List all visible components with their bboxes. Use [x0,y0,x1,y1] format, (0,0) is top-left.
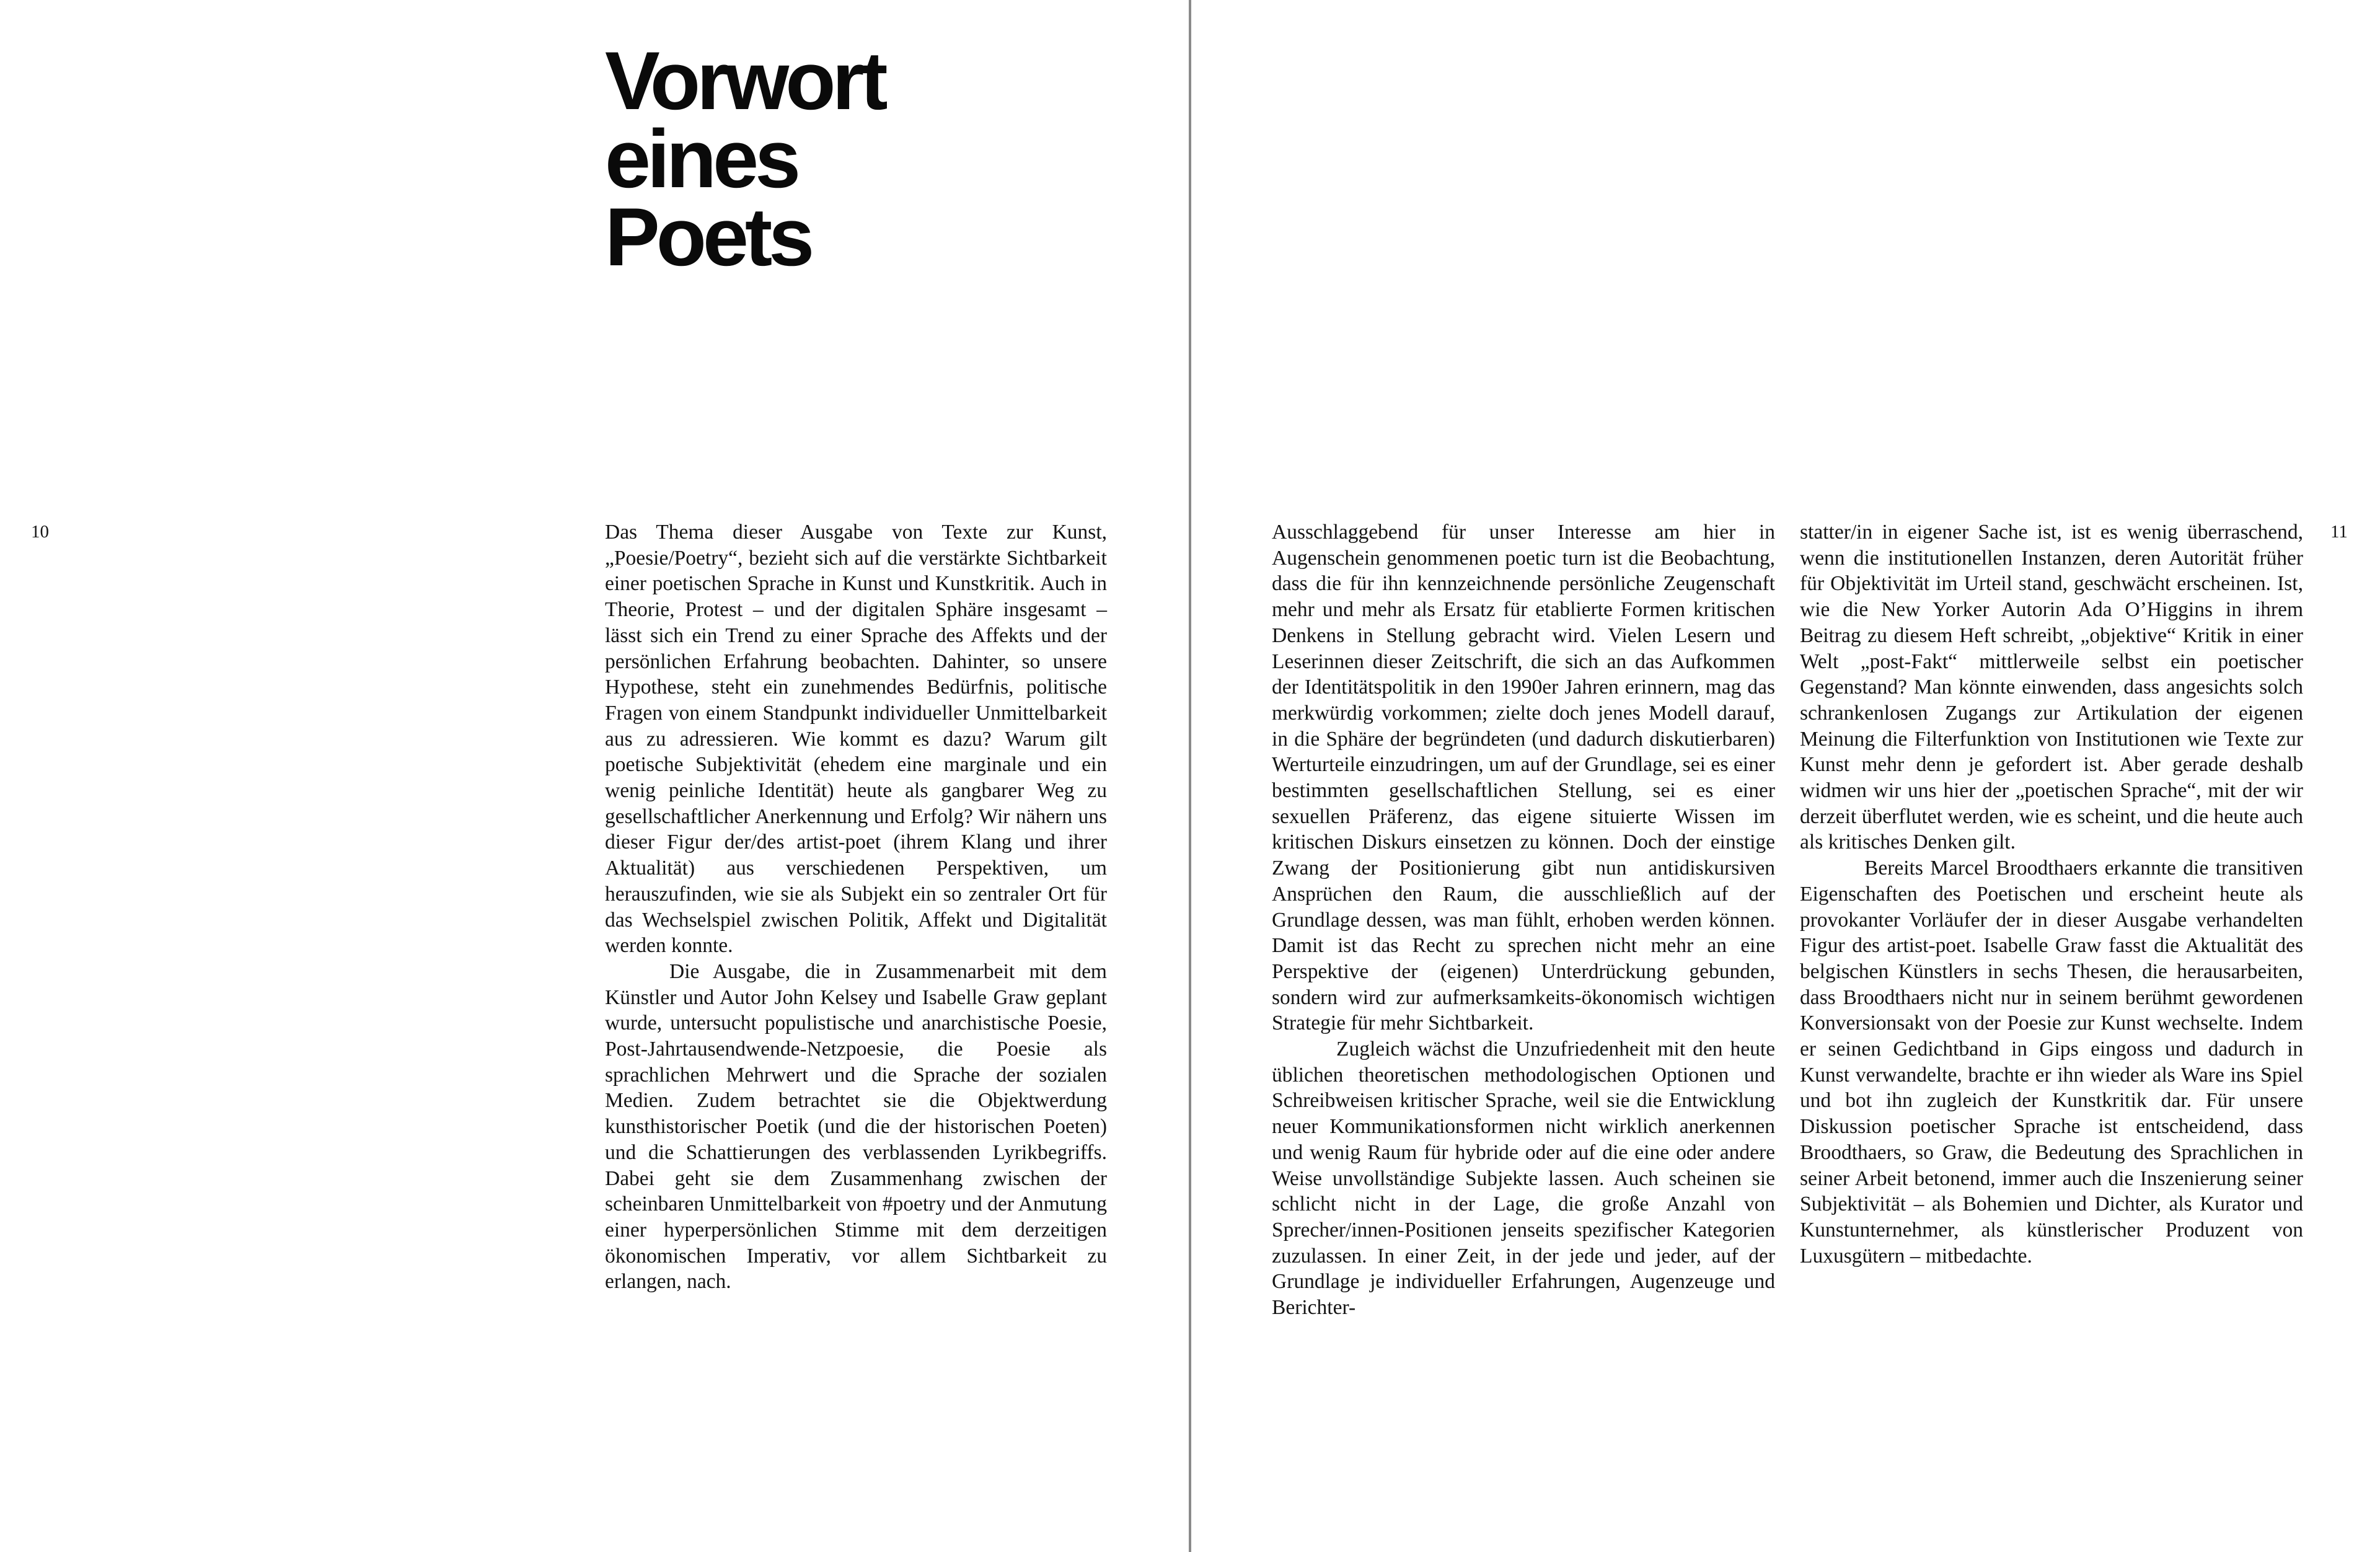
article-title-line-1: Vorwort [605,35,884,127]
article-title-line-3: Poets [605,192,811,283]
page-spread-divider [1189,0,1191,1552]
paragraph: Bereits Marcel Broodthaers erkannte die transitiven Eigenschaften des Poetischen und erscheint heute als provokanter Vorläufer der in dieser Ausgabe verhandelten Figur des artist-poet. Isabelle Graw fasst die Aktualität des belgischen Künstlers in sechs Thesen, die herausarbeiten, dass Broodthaers nicht nur in seinem berühmt gewordenen Konversionsakt von der Poesie zur Kunst wechselte. Indem er seinen Gedichtband in Gips eingoss und dadurch in Kunst verwandelte, brachte er ihn wieder als Ware ins Spiel und bot ihn zugleich der Kunstkritik dar. Für unsere Diskussion poetischer Sprache ist entscheidend, dass Broodthaers, so Graw, die Bedeutung des Sprachlichen in seiner Arbeit betonend, immer auch die Inszenierung seiner Subjektivität – als Bohemien und Dichter, als Kurator und Kunstunternehmer, als künstlerischer Produzent von Luxusgütern – mitbedachte. [1800,857,2303,1268]
page-number-right: 11 [2330,522,2348,542]
article-title-line-2: eines [605,113,798,205]
paragraph: statter/in in eigener Sache ist, ist es wenig überraschend, wenn die institutionellen Instanzen, deren Autorität früher für Objektivität im Urteil stand, geschwächt erscheinen. Ist, wie die New Yorker Autorin Ada O’Higgins in ihrem Beitrag zu diesem Heft schreibt, „objektive“ Kritik in einer Welt „post-Fakt“ mittlerweile selbst ein poetischer Gegenstand? Man könnte einwenden, dass angesichts solch schrankenlosen Zugangs zur Artikulation der eigenen Meinung die Filterfunktion von Institutionen wie Texte zur Kunst mehr denn je gefordert ist. Aber gerade deshalb widmen wir uns hier der „poetischen Sprache“, mit der wir derzeit überflutet werden, wie es scheint, und die heute auch als kritisches Denken gilt. [1800,521,2303,854]
text-column-2 [1272,519,1775,1321]
paragraph: Zugleich wächst die Unzufriedenheit mit den heute üblichen theoretischen methodologischen Optionen und Schreibweisen kritischer Sprache, weil sie die Entwicklung neuer Kommunikationsformen nicht wirklich anerkennen und wenig Raum für hybride oder auf die eine oder andere Weise unvollständige Subjekte lassen. Auch scheinen sie schlicht nicht in der Lage, die große Anzahl von Sprecher/innen-Positionen jenseits spezifischer Kategorien zuzulassen. In einer Zeit, in der jede und jeder, auf der Grundlage je individueller Erfahrungen, Augenzeuge und Berichter- [1272,1038,1775,1320]
text-column-1 [605,519,1107,1295]
page-number-left: 10 [31,522,49,542]
article-title [605,35,884,283]
paragraph: Das Thema dieser Ausgabe von Texte zur Kunst, „Poesie/Poetry“, bezieht sich auf die verstärkte Sichtbarkeit einer poetischen Sprache in Kunst und Kunstkritik. Auch in Theorie, Protest – und der digitalen Sphäre insgesamt – lässt sich ein Trend zu einer Sprache des Affekts und der persönlichen Erfahrung beobachten. Dahinter, so unsere Hypothese, steht ein zunehmendes Bedürfnis, politische Fragen von einem Standpunkt individueller Unmittelbarkeit aus zu adressieren. Wie kommt es dazu? Warum gilt poetische Subjektivität (ehedem eine marginale und ein wenig peinliche Identität) heute als gangbarer Weg zu gesellschaftlicher Anerkennung und Erfolg? Wir nähern uns dieser Figur der/des artist-poet (ihrem Klang und ihrer Aktualität) aus verschiedenen Perspektiven, um herauszufinden, wie sie als Subjekt ein so zentraler Ort für das Wechselspiel zwischen Politik, Affekt und Digitalität werden konnte. [605,521,1107,958]
paragraph: Ausschlaggebend für unser Interesse am hier in Augenschein genommenen poetic turn ist die Beobachtung, dass die für ihn kennzeichnende persönliche Zeugenschaft mehr und mehr als Ersatz für etablierte Formen kritischen Denkens in Stellung gebracht wird. Vielen Lesern und Leserinnen dieser Zeitschrift, die sich an das Aufkommen der Identitätspolitik in den 1990er Jahren erinnern, mag das merkwürdig vorkommen; zielte doch jenes Modell darauf, in die Sphäre der begründeten (und dadurch diskutierbaren) Werturteile einzudringen, um auf der Grundlage, sei es einer bestimmten gesellschaftlichen Stellung, sei es einer sexuellen Präferenz, das eigene situierte Wissen im kritischen Diskurs einsetzen zu können. Doch der einstige Zwang der Positionierung gibt nun antidiskursiven Ansprüchen den Raum, die ausschließlich auf der Grundlage dessen, was man fühlt, erhoben werden können. Damit ist das Recht zu sprechen nicht mehr an eine Perspektive der (eigenen) Unterdrückung gebunden, sondern wird zur aufmerksamkeits-ökonomisch wichtigen Strategie für mehr Sichtbarkeit. [1272,521,1775,1035]
paragraph: Die Ausgabe, die in Zusammenarbeit mit dem Künstler und Autor John Kelsey und Isabelle Graw geplant wurde, untersucht populistische und anarchistische Poesie, Post-Jahrtausendwende-Netzpoesie, die Poesie als sprachlichen Mehrwert und die Sprache der sozialen Medien. Zudem betrachtet sie die Objektwerdung kunsthistorischer Poetik (und die der historischen Poeten) und die Schattierungen des verblassenden Lyrikbegriffs. Dabei geht sie dem Zusammenhang zwischen der scheinbaren Unmittelbarkeit von #poetry und der Anmutung einer hyperpersönlichen Stimme mit dem derzeitigen ökonomischen Imperativ, vor allem Sichtbarkeit zu erlangen, nach. [605,959,1107,1294]
text-column-3 [1800,519,2303,1269]
